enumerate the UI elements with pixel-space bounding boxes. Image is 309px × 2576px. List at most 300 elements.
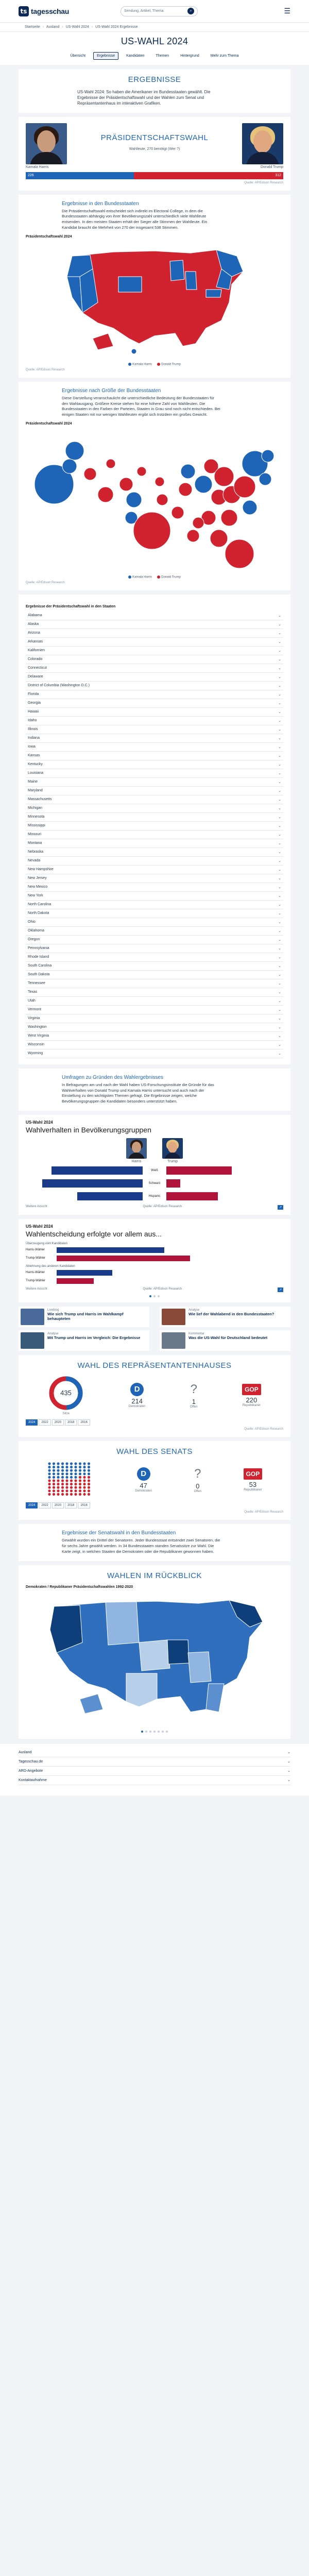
house-rep-label: Republikaner (242, 1403, 261, 1407)
chevron-down-icon: ⌄ (278, 911, 281, 916)
house-total-label: Sitze (62, 1412, 70, 1416)
state-row[interactable] (26, 936, 283, 944)
poll2-title: Wahlentscheidung erfolgte vor allem aus... (26, 1230, 162, 1239)
presidential-title-block (67, 123, 242, 151)
state-bubble[interactable] (62, 459, 77, 473)
chevron-down-icon: ⌄ (278, 631, 281, 635)
state-name: Colorado (28, 657, 43, 662)
state-row[interactable] (26, 752, 283, 760)
share-icon[interactable]: ↗ (278, 1287, 283, 1292)
state-row[interactable] (26, 647, 283, 655)
bubble-map-title: Präsidentschaftswahl 2024 (26, 422, 72, 426)
chevron-down-icon: ⌄ (278, 859, 281, 863)
state-name: Vermont (28, 1008, 42, 1012)
state-row[interactable] (26, 909, 283, 918)
chevron-down-icon: ⌄ (278, 841, 281, 845)
senate-seat (88, 1493, 90, 1496)
title-bar (0, 32, 309, 65)
state-row[interactable] (26, 866, 283, 874)
state-bubble[interactable] (179, 483, 192, 496)
state-row[interactable] (26, 638, 283, 647)
senate-seat (74, 1466, 77, 1468)
poll1-rep-bar (166, 1166, 283, 1175)
search-box[interactable] (121, 6, 198, 16)
senate-seat (83, 1483, 85, 1485)
year-tab[interactable]: 2018 (65, 1419, 77, 1426)
story-title[interactable]: Wie lief der Wahlabend in den Bundesstaaten? (188, 1312, 274, 1317)
state-bubble[interactable] (181, 464, 195, 479)
senate-seat (57, 1480, 59, 1482)
state-row[interactable] (26, 664, 283, 673)
senate-seat (79, 1463, 81, 1465)
state-row[interactable] (26, 971, 283, 979)
story-card[interactable] (160, 1330, 290, 1351)
senate-seat (79, 1493, 81, 1496)
state-name: District of Columbia (Washington D.C.) (28, 684, 90, 688)
gop-icon: GOP (242, 1384, 261, 1395)
state-bubble[interactable] (106, 459, 115, 468)
senate-seat (61, 1469, 64, 1472)
poll2-row-label: Harris-Wähler (26, 1271, 45, 1275)
chevron-down-icon: ⌄ (287, 1760, 290, 1764)
state-row[interactable] (26, 831, 283, 839)
electoral-map-link[interactable]: Ergebnisse in den Bundesstaaten (62, 200, 139, 207)
breadcrumb: Startseite › Ausland › US-Wahl 2024 › US-Wahl 2024 Ergebnisse (0, 23, 309, 32)
state-bubble[interactable] (195, 476, 212, 493)
state-name: Arizona (28, 631, 40, 635)
poll2-chart (26, 1242, 283, 1284)
senate-seat (74, 1483, 77, 1485)
senate-seat (65, 1489, 68, 1492)
poll1-dem-bar (26, 1179, 143, 1188)
senate-seat (70, 1489, 73, 1492)
year-tab[interactable]: 2024 (26, 1502, 38, 1509)
chevron-down-icon: ⌄ (278, 1025, 281, 1029)
state-name: Pennsylvania (28, 946, 49, 951)
state-row[interactable] (26, 760, 283, 769)
year-tab[interactable]: 2016 (78, 1502, 90, 1509)
dem-votes: 226 (28, 174, 34, 178)
senate-dem-seats: 47 (140, 1481, 147, 1489)
story-card[interactable] (19, 1330, 149, 1351)
senate-section (19, 1441, 290, 1520)
senate-seat (70, 1463, 73, 1465)
senate-seat (57, 1472, 59, 1475)
state-name: New York (28, 894, 43, 898)
senate-seat (83, 1463, 85, 1465)
site-header (0, 0, 309, 23)
poll2-bar (57, 1247, 164, 1253)
state-bubble[interactable] (243, 500, 257, 515)
state-name: Minnesota (28, 815, 45, 819)
poll2-bar (57, 1278, 94, 1284)
state-row[interactable] (26, 979, 283, 988)
chevron-down-icon: ⌄ (278, 719, 281, 723)
story-title[interactable]: Was die US-Wahl für Deutschland bedeutet (188, 1335, 268, 1341)
story-card[interactable] (160, 1307, 290, 1327)
history-map[interactable] (26, 1591, 283, 1727)
senate-seat (70, 1466, 73, 1468)
senate-seat (74, 1480, 77, 1482)
senate-seat (61, 1486, 64, 1489)
story-thumbnail[interactable] (162, 1332, 185, 1349)
state-bubble[interactable] (65, 442, 84, 460)
footer-link[interactable] (19, 1757, 290, 1767)
poll2-group-label: Ablehnung des anderen Kandidaten (26, 1265, 75, 1268)
state-row[interactable] (26, 734, 283, 743)
senate-seat (48, 1489, 50, 1492)
senate-seat (48, 1472, 50, 1475)
senate-seat (53, 1480, 55, 1482)
poll1-row (26, 1178, 283, 1189)
poll1-rep-portrait (162, 1138, 183, 1159)
state-name: Ohio (28, 920, 36, 924)
senate-seat (61, 1463, 64, 1465)
state-row[interactable] (26, 918, 283, 927)
breadcrumb-item[interactable]: Ausland (46, 25, 60, 29)
footer-link[interactable] (19, 1748, 290, 1757)
senate-seat (57, 1469, 59, 1472)
legend-item: Kamala Harris (128, 575, 152, 579)
state-name: Kalifornien (28, 649, 45, 653)
year-tab[interactable]: 2018 (65, 1502, 77, 1509)
state-row[interactable] (26, 699, 283, 708)
state-row[interactable] (26, 874, 283, 883)
electoral-map-source: Quelle: AP/Edison Research (26, 368, 65, 371)
state-row[interactable] (26, 655, 283, 664)
senate-seat (74, 1493, 77, 1496)
footer-link[interactable] (19, 1767, 290, 1776)
state-row[interactable] (26, 1049, 283, 1058)
history-section (19, 1565, 290, 1739)
chevron-down-icon: ⌄ (278, 999, 281, 1003)
breadcrumb-item[interactable]: US-Wahl 2024 (65, 25, 89, 29)
dem-name: Kamala Harris (26, 165, 49, 169)
state-row[interactable] (26, 927, 283, 936)
state-bubble[interactable] (155, 477, 164, 486)
chevron-down-icon: ⌄ (278, 1043, 281, 1047)
poll1-rep-bar (166, 1192, 283, 1200)
state-row[interactable] (26, 1006, 283, 1014)
state-list (26, 612, 283, 1058)
state-bubble[interactable] (210, 530, 228, 547)
tab-item[interactable]: Ergebnisse (93, 52, 118, 60)
year-tab[interactable]: 2024 (26, 1419, 38, 1426)
senate-seat (88, 1469, 90, 1472)
senate-seat (79, 1472, 81, 1475)
poll2-row (26, 1277, 283, 1284)
state-bubble[interactable] (225, 539, 254, 568)
state-name: Maryland (28, 789, 43, 793)
state-name: Montana (28, 841, 42, 845)
bubble-map-text: Diese Darstellung veranschaulicht die unterschiedliche Bedeutung der Bundesstaaten für den Wahlausgang. Größere Kreise stehen für eine höhere Zahl von Wahlleuten. Die Bundesstaaten in den Farben der Parteien, Staaten in Grau sind noch nicht entschieden. Bei einigen Staaten mit nur wenigen Wahlleuten ergibt sich trotzdem ein großes Gewicht. (62, 395, 220, 417)
state-row[interactable] (26, 769, 283, 778)
senate-seat (61, 1476, 64, 1479)
history-heading: WAHLEN IM RÜCKBLICK (107, 1571, 202, 1580)
tab-item[interactable]: Kandidaten (126, 54, 145, 58)
state-bubble[interactable] (193, 517, 204, 529)
state-name: Oklahoma (28, 929, 44, 933)
state-row[interactable] (26, 778, 283, 787)
rep-portrait (242, 123, 283, 164)
senate-seat (57, 1463, 59, 1465)
state-name: Rhode Island (28, 955, 49, 959)
state-row[interactable] (26, 620, 283, 629)
house-open-label: Offen (190, 1405, 198, 1409)
search-input[interactable]: Sendung, Artikel, Thema (124, 9, 164, 13)
electoral-map-legend (26, 363, 283, 366)
rep-candidate (242, 123, 283, 169)
poll1-title: Wahlverhalten in Bevölkerungsgruppen (26, 1126, 151, 1134)
state-bubble[interactable] (126, 492, 142, 507)
story-thumbnail[interactable] (21, 1332, 44, 1349)
state-row[interactable] (26, 883, 283, 892)
chevron-down-icon: ⌄ (278, 745, 281, 749)
bubble-map-link[interactable]: Ergebnisse nach Größe der Bundesstaaten (62, 387, 161, 394)
story-title[interactable]: Mit Trump und Harris im Vergleich: Die Ergebnisse (47, 1335, 141, 1341)
state-row[interactable] (26, 997, 283, 1006)
senate-seat (74, 1486, 77, 1489)
state-name: Michigan (28, 806, 43, 810)
poll2-row-label: Trump-Wähler (26, 1279, 46, 1283)
state-bubble[interactable] (262, 450, 274, 462)
senate-seat (53, 1483, 55, 1485)
logo-mark[interactable] (19, 6, 29, 16)
state-row[interactable] (26, 813, 283, 822)
state-row[interactable] (26, 962, 283, 971)
state-bubble[interactable] (259, 473, 271, 485)
year-tab[interactable]: 2022 (39, 1419, 50, 1426)
breadcrumb-item: US-Wahl 2024 Ergebnisse (95, 25, 138, 29)
senate-seat (83, 1469, 85, 1472)
electoral-map-title: Präsidentschaftswahl 2024 (26, 235, 72, 239)
state-row[interactable] (26, 953, 283, 962)
poll2-row (26, 1255, 283, 1262)
poll2-more[interactable]: Weitere Ansicht (26, 1287, 47, 1291)
logo-text[interactable]: tagesschau (31, 7, 70, 15)
chevron-down-icon: ⌄ (278, 684, 281, 688)
senate-seat (83, 1493, 85, 1496)
year-tab[interactable]: 2022 (39, 1502, 50, 1509)
senate-dem (135, 1467, 152, 1493)
senate-seat (57, 1476, 59, 1479)
senate-seat (48, 1486, 50, 1489)
state-row[interactable] (26, 1023, 283, 1032)
chevron-down-icon: ⌄ (278, 806, 281, 810)
legend-item: Donald Trump (157, 575, 181, 579)
menu-icon[interactable]: ☰ (284, 7, 290, 15)
state-name: Florida (28, 692, 39, 697)
poll2-row-label: Harris-Wähler (26, 1248, 45, 1252)
state-name: Tennessee (28, 981, 45, 986)
state-name: Wyoming (28, 1052, 43, 1056)
senate-seat (53, 1493, 55, 1496)
story-thumbnail[interactable] (162, 1309, 185, 1325)
state-row[interactable] (26, 629, 283, 638)
chevron-down-icon: ⌄ (278, 798, 281, 802)
polls-intro-section (19, 1069, 290, 1111)
story-thumbnail[interactable] (21, 1309, 44, 1325)
polls-link[interactable]: Umfragen zu Gründen des Wahlergebnisses (62, 1074, 163, 1080)
tab-item[interactable]: Mehr zum Thema (210, 54, 239, 58)
state-row[interactable] (26, 673, 283, 682)
year-tab[interactable]: 2020 (52, 1419, 64, 1426)
footer-link-label: Tagesschau.de (19, 1759, 43, 1764)
senate-open (194, 1467, 201, 1493)
state-bubble[interactable] (171, 506, 184, 519)
chevron-down-icon: ⌄ (278, 946, 281, 951)
state-row[interactable] (26, 690, 283, 699)
rep-votes: 312 (275, 174, 281, 178)
chevron-down-icon: ⌄ (278, 657, 281, 662)
state-row[interactable] (26, 944, 283, 953)
question-icon: ? (194, 1466, 201, 1481)
logo-mark-text: ts (20, 7, 27, 15)
chevron-down-icon: ⌄ (278, 727, 281, 732)
state-row[interactable] (26, 725, 283, 734)
state-row[interactable] (26, 804, 283, 813)
state-row[interactable] (26, 901, 283, 909)
bubble-map[interactable] (26, 428, 283, 574)
chevron-down-icon: ⌄ (278, 692, 281, 697)
senate-seat (88, 1472, 90, 1475)
house-source: Quelle: AP/Edison Research (244, 1428, 283, 1431)
state-bubble[interactable] (119, 478, 133, 491)
share-icon[interactable]: ↗ (278, 1205, 283, 1210)
senate-seat (70, 1469, 73, 1472)
state-row[interactable] (26, 743, 283, 752)
senate-seat (65, 1483, 68, 1485)
senate-seat (88, 1476, 90, 1479)
state-row[interactable] (26, 988, 283, 997)
house-dem-seats: 214 (131, 1397, 143, 1405)
state-row[interactable] (26, 822, 283, 831)
related-stories (19, 1307, 290, 1351)
state-row[interactable] (26, 892, 283, 901)
footer-link-label: Ausland (19, 1750, 32, 1754)
senate-seat (65, 1480, 68, 1482)
chevron-down-icon: ⌄ (278, 736, 281, 740)
senate-seat (88, 1466, 90, 1468)
carousel-dots[interactable] (26, 1295, 283, 1297)
poll1-portraits (26, 1138, 283, 1163)
state-bubble[interactable] (234, 476, 255, 498)
senate-seat (53, 1489, 55, 1492)
search-icon[interactable]: ⌕ (187, 8, 194, 14)
tab-item[interactable]: Themen (156, 54, 169, 58)
poll2-row (26, 1269, 283, 1276)
poll2-row (26, 1246, 283, 1253)
presidential-section (19, 117, 290, 191)
state-bubble[interactable] (137, 467, 146, 476)
state-name: Nebraska (28, 850, 43, 854)
poll2-bar (57, 1256, 190, 1261)
state-bubble[interactable] (214, 467, 234, 486)
senate-open-label: Offen (194, 1489, 202, 1493)
electoral-map[interactable] (26, 241, 283, 362)
state-row[interactable] (26, 1014, 283, 1023)
state-name: Nevada (28, 859, 41, 863)
year-tab[interactable]: 2020 (52, 1502, 64, 1509)
state-row[interactable] (26, 787, 283, 795)
chevron-down-icon: ⌄ (278, 1008, 281, 1012)
poll2-group-label: Überzeugung vom Kandidaten (26, 1242, 68, 1246)
state-row[interactable] (26, 839, 283, 848)
poll1-row (26, 1191, 283, 1202)
state-row[interactable] (26, 848, 283, 857)
year-tab[interactable]: 2016 (78, 1419, 90, 1426)
footer-link[interactable] (19, 1776, 290, 1785)
senate-seat (83, 1480, 85, 1482)
story-title[interactable]: Wie sich Trump und Harris im Wahlkampf behaupteten (47, 1312, 124, 1321)
footer-link-label: Kontaktaufnahme (19, 1778, 47, 1782)
story-card[interactable] (19, 1307, 149, 1327)
senate-year-tabs (26, 1502, 283, 1509)
state-row[interactable] (26, 795, 283, 804)
page-title: US-WAHL 2024 (121, 36, 188, 46)
senate-seat (88, 1480, 90, 1482)
state-bubble[interactable] (157, 494, 168, 505)
house-dem (129, 1383, 146, 1408)
state-bubble[interactable] (187, 530, 199, 542)
state-bubble[interactable] (98, 487, 113, 502)
chevron-down-icon: ⌄ (278, 815, 281, 819)
poll1-more[interactable]: Weitere Ansicht (26, 1205, 47, 1209)
state-name: Alaska (28, 622, 39, 626)
senate-seat (53, 1463, 55, 1465)
senate-seat (53, 1486, 55, 1489)
poll2-kicker: US-Wahl 2024 (26, 1224, 53, 1229)
poll1-rep-label: Trump (167, 1160, 178, 1164)
state-row[interactable] (26, 717, 283, 725)
senate-seat (48, 1483, 50, 1485)
state-row[interactable] (26, 1041, 283, 1049)
senate-states-link[interactable]: Ergebnisse der Senatswahl in den Bundesstaaten (62, 1530, 176, 1536)
senate-seat (74, 1476, 77, 1479)
state-row[interactable] (26, 682, 283, 690)
house-year-tabs (26, 1419, 283, 1426)
state-row[interactable] (26, 857, 283, 866)
state-name: Virginia (28, 1016, 40, 1021)
chevron-down-icon: ⌄ (278, 876, 281, 880)
tab-item[interactable]: Übersicht (70, 54, 86, 58)
state-row[interactable] (26, 708, 283, 717)
presidential-counted: Wahlleute, 270 benötigt (Wer ?) (129, 147, 180, 151)
rep-vote-bar (134, 172, 283, 179)
state-bubble[interactable] (133, 512, 170, 549)
state-name: Louisiana (28, 771, 43, 775)
state-name: West Virginia (28, 1034, 49, 1038)
state-row[interactable] (26, 1032, 283, 1041)
poll1-source: Quelle: AP/Edison Research (143, 1205, 182, 1209)
senate-seat (48, 1493, 50, 1496)
breadcrumb-item[interactable]: Startseite (25, 25, 40, 29)
state-bubble[interactable] (221, 510, 237, 526)
senate-seat (65, 1472, 68, 1475)
electoral-map-section (19, 195, 290, 378)
poll2-footer (26, 1287, 283, 1292)
senate-seat (61, 1480, 64, 1482)
legend-item: Donald Trump (157, 363, 181, 366)
senate-seat (83, 1489, 85, 1492)
history-dots[interactable] (26, 1731, 283, 1733)
state-name: Mississippi (28, 824, 45, 828)
state-bubble[interactable] (84, 468, 96, 480)
tab-item[interactable]: Hintergrund (180, 54, 199, 58)
state-name: North Carolina (28, 903, 52, 907)
state-row[interactable] (26, 612, 283, 620)
chevron-down-icon: ⌄ (278, 920, 281, 924)
